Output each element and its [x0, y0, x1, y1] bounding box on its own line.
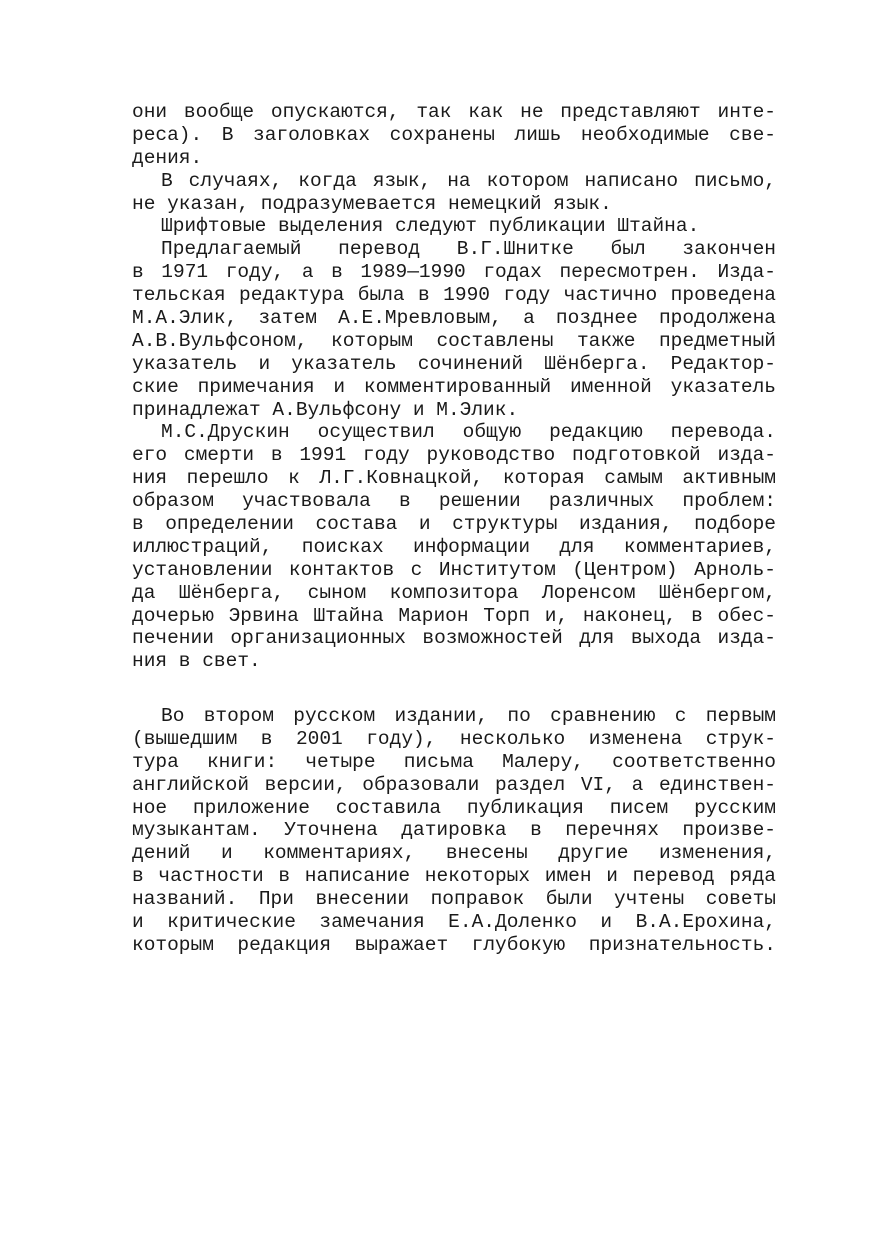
- text-line: иллюстраций, поисках информации для комментариев,: [132, 535, 776, 558]
- text-line: установлении контактов с Институтом (Центром) Арноль-: [132, 558, 776, 581]
- text-section-2: [132, 705, 776, 957]
- text-line: ния перешло к Л.Г.Ковнацкой, которая самым активным: [132, 467, 776, 490]
- text-line: да Шёнберга, сыном композитора Лоренсом Шёнбергом,: [132, 581, 776, 604]
- text-line: В случаях, когда язык, на котором написано письмо,: [161, 169, 776, 192]
- text-line: дочерью Эрвина Штайна Марион Торп и, наконец, в обес-: [132, 604, 776, 627]
- text-line: которым редакция выражает глубокую признательность.: [132, 933, 776, 956]
- text-line: в определении состава и структуры издания, подборе: [132, 513, 776, 536]
- text-line: ное приложение составила публикация писем русским: [132, 796, 776, 819]
- text-line: М.С.Друскин осуществил общую редакцию перевода.: [161, 421, 776, 444]
- text-line: тельская редактура была в 1990 году частично проведена: [132, 284, 776, 307]
- text-line: (вышедшим в 2001 году), несколько изменена струк-: [132, 727, 776, 750]
- text-line: музыкантам. Уточнена датировка в перечнях произве-: [132, 819, 776, 842]
- text-line: тура книги: четыре письма Малеру, соответственно: [132, 750, 776, 773]
- text-line: А.В.Вульфсоном, которым составлены также предметный: [132, 329, 776, 352]
- text-line: дений и комментариях, внесены другие изменения,: [132, 842, 776, 865]
- text-line: дения.: [132, 146, 203, 169]
- text-line: образом участвовала в решении различных проблем:: [132, 490, 776, 513]
- text-section-1: [132, 101, 776, 673]
- text-line: не указан, подразумевается немецкий язык.: [132, 192, 612, 215]
- text-line: Шрифтовые выделения следуют публикации Штайна.: [161, 215, 700, 238]
- text-line: в частности в написание некоторых имен и перевод ряда: [132, 865, 776, 888]
- text-line: они вообще опускаются, так как не представляют инте-: [132, 101, 776, 123]
- text-line: указатель и указатель сочинений Шёнберга. Редактор-: [132, 352, 776, 375]
- text-line: названий. При внесении поправок были учтены советы: [132, 888, 776, 911]
- text-line: печении организационных возможностей для выхода изда-: [132, 627, 776, 650]
- text-line: ния в свет.: [132, 650, 261, 673]
- text-line: принадлежат А.Вульфсону и М.Элик.: [132, 398, 519, 421]
- text-line: Во втором русском издании, по сравнению с первым: [161, 705, 776, 727]
- text-line: и критические замечания Е.А.Доленко и В.А.Ерохина,: [132, 911, 776, 934]
- text-line: Предлагаемый перевод В.Г.Шнитке был закончен: [161, 238, 776, 261]
- text-line: английской версии, образовали раздел VI, а единствен-: [132, 773, 776, 796]
- text-line: в 1971 году, а в 1989—1990 годах пересмотрен. Изда-: [132, 261, 776, 284]
- text-line: ские примечания и комментированный именной указатель: [132, 375, 776, 398]
- text-line: его смерти в 1991 году руководство подготовкой изда-: [132, 444, 776, 467]
- text-line: реса). В заголовках сохранены лишь необходимые све-: [132, 123, 776, 146]
- text-line: М.А.Элик, затем А.Е.Мревловым, а позднее продолжена: [132, 307, 776, 330]
